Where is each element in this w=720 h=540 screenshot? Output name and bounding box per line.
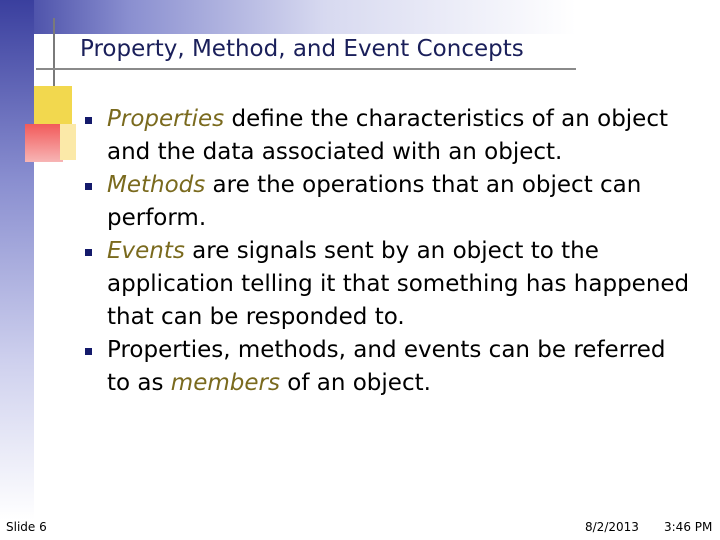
bullet-list: [84, 103, 694, 400]
yellow-accent-square: [34, 86, 72, 126]
bullet-text: define the characteristics of an object and the data associated with an object.: [107, 106, 668, 165]
slide-title: Property, Method, and Event Concepts: [80, 36, 524, 62]
slide-number: Slide 6: [6, 520, 47, 534]
bullet-text-post: of an object.: [279, 370, 431, 396]
bullet-methods: [84, 169, 694, 235]
bullet-text: are the operations that an object can perform.: [107, 172, 642, 231]
square-bullet-icon: [85, 183, 92, 190]
bullet-text: are signals sent by an object to the application telling it that something has happened that can be responded to.: [107, 238, 690, 330]
footer-date: 8/2/2013: [585, 520, 639, 534]
term-events: Events: [107, 238, 185, 264]
bullet-text-pre: Properties, methods, and events can be referred to as: [107, 337, 666, 396]
pale-accent-square: [60, 124, 76, 160]
term-methods: Methods: [107, 172, 206, 198]
title-underline-rule: [36, 68, 576, 70]
square-bullet-icon: [85, 117, 92, 124]
term-members: members: [170, 370, 280, 396]
term-properties: Properties: [107, 106, 225, 132]
left-gradient-band: [0, 0, 34, 520]
bullet-events: [84, 235, 694, 334]
footer-time: 3:46 PM: [664, 520, 713, 534]
red-accent-square: [25, 124, 63, 162]
square-bullet-icon: [85, 249, 92, 256]
top-gradient-band: [0, 0, 720, 34]
bullet-properties: [84, 103, 694, 169]
square-bullet-icon: [85, 348, 92, 355]
bullet-members: [84, 334, 694, 400]
